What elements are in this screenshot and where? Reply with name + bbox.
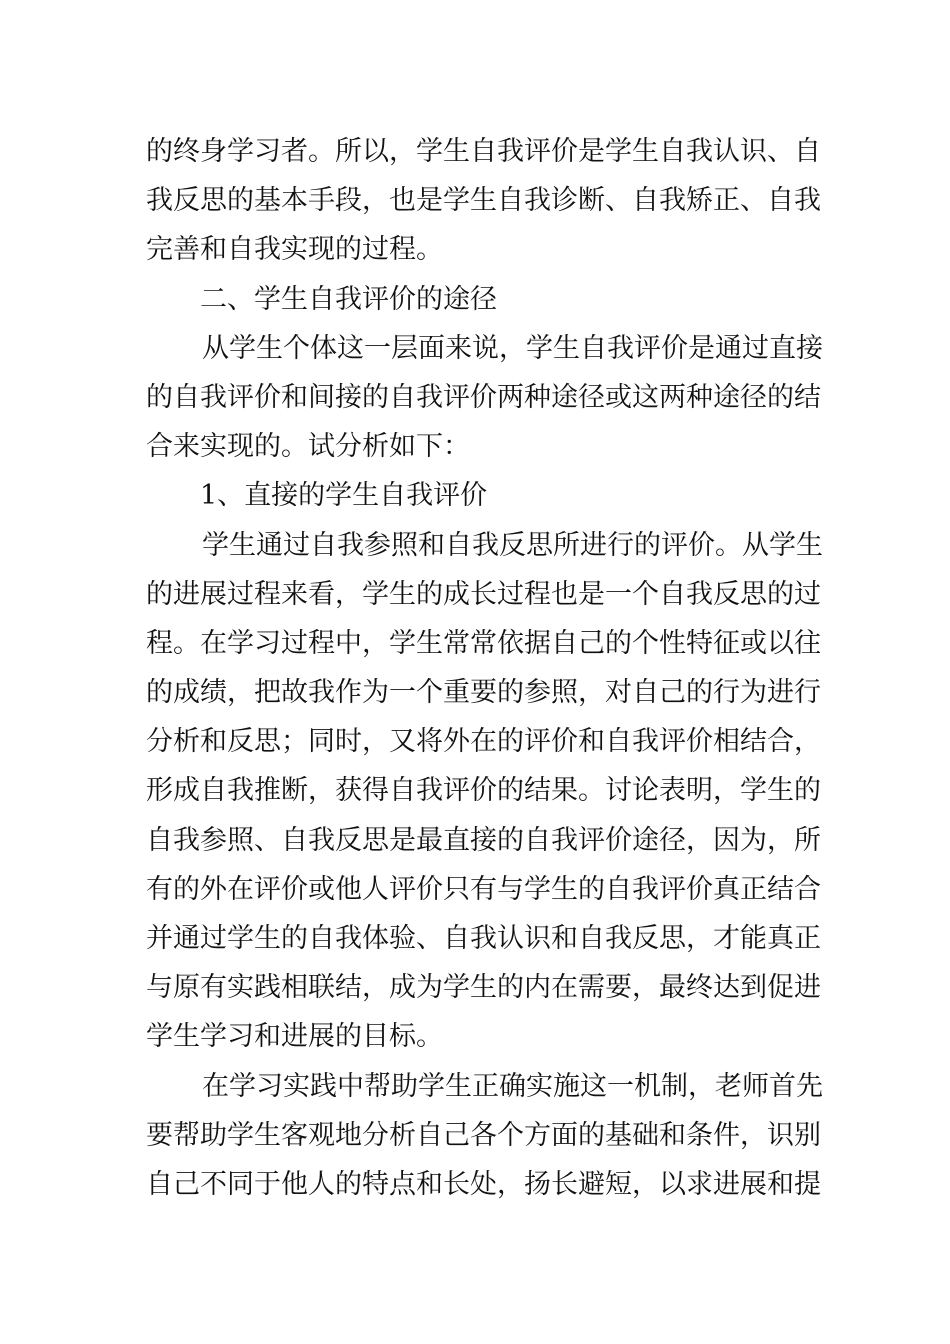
section-heading: 1、直接的学生自我评价: [200, 480, 488, 512]
text-line: 自己不同于他人的特点和长处，扬长避短，以求进展和提: [146, 1168, 821, 1200]
text-line: 学生学习和进展的目标。: [146, 1021, 443, 1053]
text-line: 并通过学生的自我体验、自我认识和自我反思，才能真正: [146, 923, 821, 954]
text-line: 学生通过自我参照和自我反思所进行的评价。从学生: [202, 529, 823, 561]
text-line: 在学习实践中帮助学生正确实施这一机制，老师首先: [202, 1070, 823, 1102]
text-line: 要帮助学生客观地分析自己各个方面的基础和条件，识别: [146, 1119, 821, 1151]
section-heading: 二、学生自我评价的途径: [200, 283, 497, 315]
text-line: 的终身学习者。所以，学生自我评价是学生自我认识、自: [146, 136, 821, 167]
text-line: 从学生个体这一层面来说，学生自我评价是通过直接: [202, 332, 823, 364]
text-line: 形成自我推断，获得自我评价的结果。讨论表明，学生的: [146, 775, 821, 807]
text-line: 完善和自我实现的过程。: [146, 234, 443, 266]
text-line: 自我参照、自我反思是最直接的自我评价途径，因为，所: [146, 824, 821, 856]
text-line: 程。在学习过程中，学生常常依据自己的个性特征或以往: [146, 627, 821, 659]
text-line: 的自我评价和间接的自我评价两种途径或这两种途径的结: [146, 381, 821, 413]
text-line: 的进展过程来看，学生的成长过程也是一个自我反思的过: [146, 578, 821, 610]
text-line: 合来实现的。试分析如下：: [146, 431, 470, 463]
document-body: [146, 127, 826, 1209]
text-line: 分析和反思；同时，又将外在的评价和自我评价相结合，: [146, 726, 821, 758]
text-line: 的成绩，把故我作为一个重要的参照，对自己的行为进行: [146, 677, 821, 709]
text-line: 我反思的基本手段，也是学生自我诊断、自我矫正、自我: [146, 185, 821, 217]
text-line: 有的外在评价或他人评价只有与学生的自我评价真正结合: [146, 873, 821, 905]
text-line: 与原有实践相联结，成为学生的内在需要，最终达到促进: [146, 972, 821, 1004]
